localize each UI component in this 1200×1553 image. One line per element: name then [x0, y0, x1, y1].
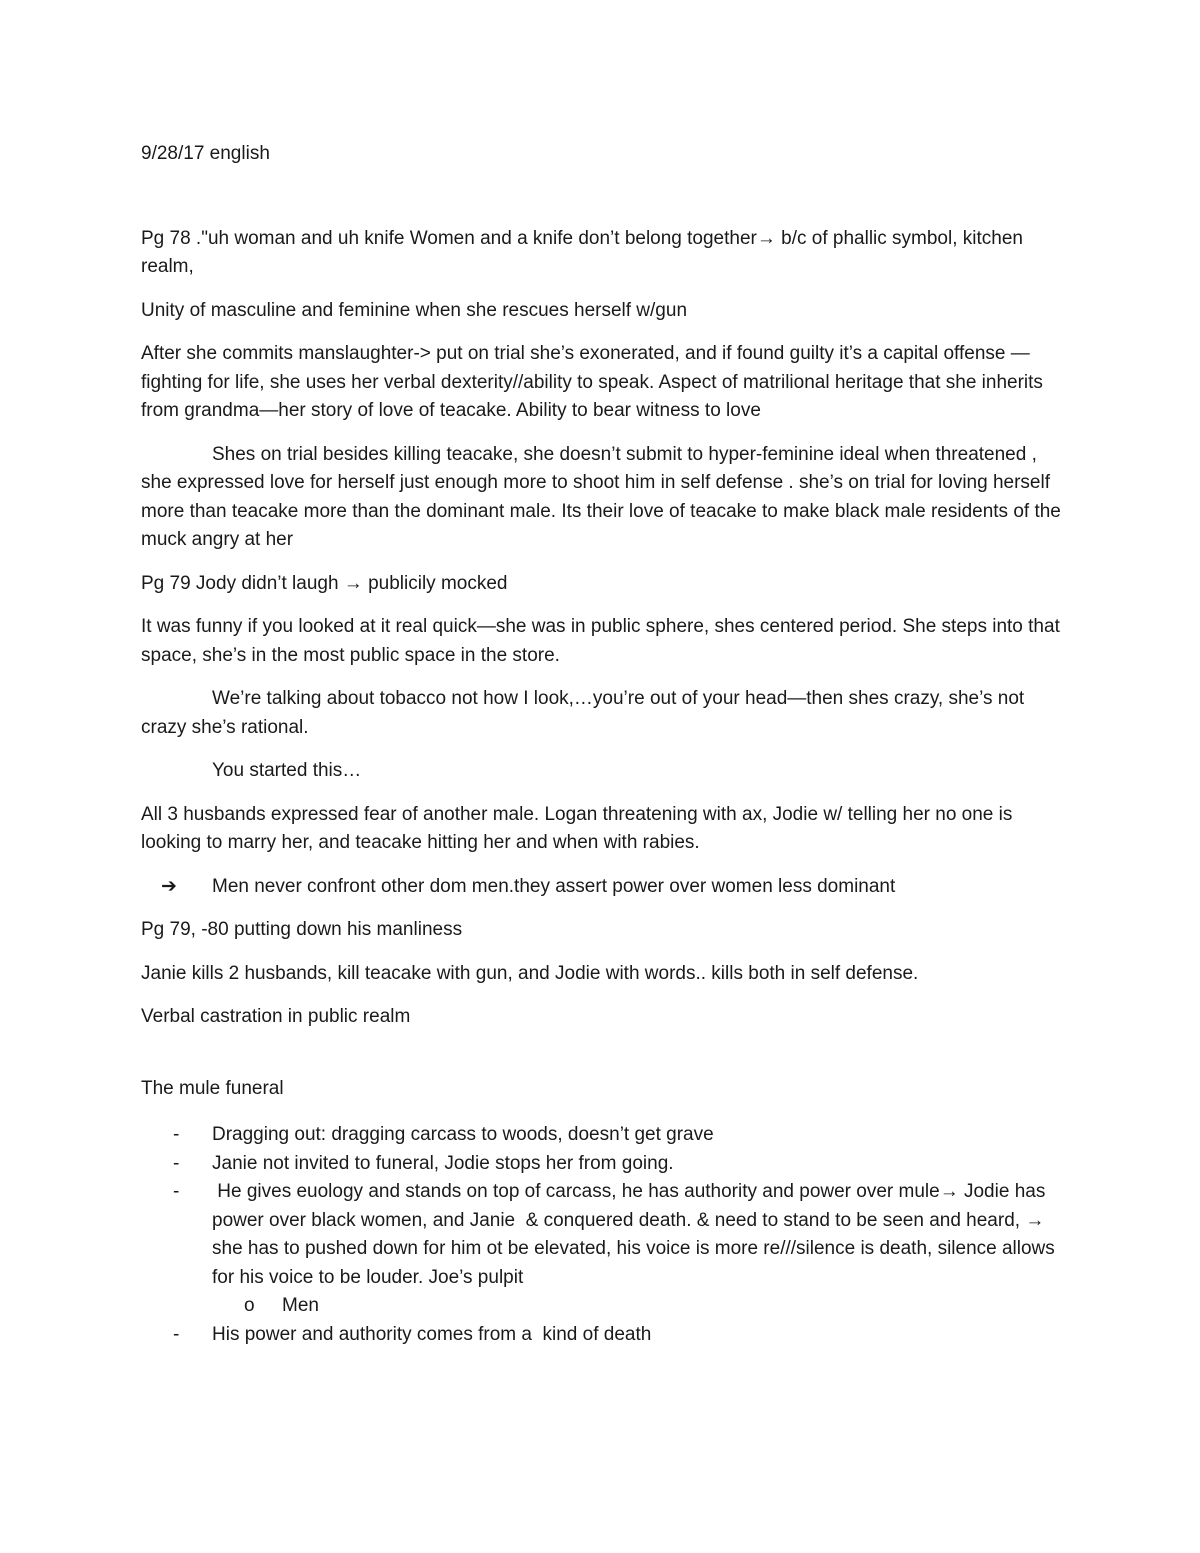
list-item-text: His power and authority comes from a kind of death — [212, 1323, 652, 1345]
arrow-bullet-item — [141, 873, 1066, 902]
dash-list — [141, 1121, 1066, 1349]
paragraph-manslaughter: After she commits manslaughter-> put on trial she’s exonerated, and if found guilty it’s a capital offense —fighting for life, she uses her verbal dexterity//ability to speak. Aspect of matrilional heritage that she inherits from grandma—her story of love of teacake. Ability to bear witness to love — [141, 343, 1043, 421]
paragraph-tobacco: We’re talking about tobacco not how I look,…you’re out of your head—then shes crazy, she’s not crazy she’s rational. — [141, 688, 1025, 738]
dash-bullet: - — [173, 1323, 180, 1345]
list-item — [141, 1321, 1066, 1350]
section-heading: The mule funeral — [141, 1077, 284, 1099]
paragraph-pg78: Pg 78 ."uh woman and uh knife Women and a knife don’t belong together→ b/c of phallic symbol, kitchen realm, — [141, 227, 1023, 277]
paragraph-pg79-80: Pg 79, -80 putting down his manliness — [141, 919, 463, 940]
paragraph-verbal-castration: Verbal castration in public realm — [141, 1006, 411, 1027]
date-line: 9/28/17 english — [141, 143, 270, 164]
sub-list-item — [141, 1292, 1066, 1321]
paragraph-unity: Unity of masculine and feminine when she rescues herself w/gun — [141, 299, 688, 321]
dash-bullet: - — [173, 1124, 180, 1145]
list-item-text: He gives euology and stands on top of carcass, he has authority and power over mule→ Jodie has power over black women, and Janie & conquered death. & need to stand to be seen and heard, → she has to pushed down for him ot be elevated, his voice is more re///silence is death, silence allows for his voice to be louder. Joe’s pulpit — [212, 1181, 1061, 1288]
document-body — [141, 140, 1066, 1349]
list-item — [141, 1150, 1066, 1179]
sub-list-item-text: Men — [282, 1295, 319, 1316]
paragraph-funny: It was funny if you looked at it real quick—she was in public sphere, shes centered period. She steps into that space, she’s in the most public space in the store. — [141, 616, 1060, 666]
list-item — [141, 1178, 1066, 1292]
list-item-text: Janie not invited to funeral, Jodie stops her from going. — [212, 1152, 674, 1174]
paragraph-husbands: All 3 husbands expressed fear of another male. Logan threatening with ax, Jodie w/ telling her no one is looking to marry her, and teacake hitting her and when with rabies. — [141, 803, 1013, 853]
paragraph-pg79: Pg 79 Jody didn’t laugh → publicily mocked — [141, 572, 508, 594]
dash-bullet: - — [173, 1181, 180, 1202]
paragraph-started: You started this… — [212, 760, 362, 781]
list-item-text: Dragging out: dragging carcass to woods, doesn’t get grave — [212, 1124, 714, 1145]
dash-bullet: - — [173, 1152, 180, 1174]
paragraph-janie-kills: Janie kills 2 husbands, kill teacake with gun, and Jodie with words.. kills both in self defense. — [141, 962, 919, 984]
arrow-bullet-text: Men never confront other dom men.they assert power over women less dominant — [212, 875, 896, 897]
circle-bullet: o — [244, 1295, 255, 1316]
arrow-bullet-icon: ➔ — [161, 875, 177, 897]
list-item — [141, 1121, 1066, 1150]
paragraph-on-trial: Shes on trial besides killing teacake, she doesn’t submit to hyper-feminine ideal when threatened , she expressed love for herself just enough more to shoot him in self defense . she’s on trial for loving herself more than teacake more than the dominant male. Its their love of teacake to make black male residents of the muck angry at her — [141, 443, 1061, 550]
